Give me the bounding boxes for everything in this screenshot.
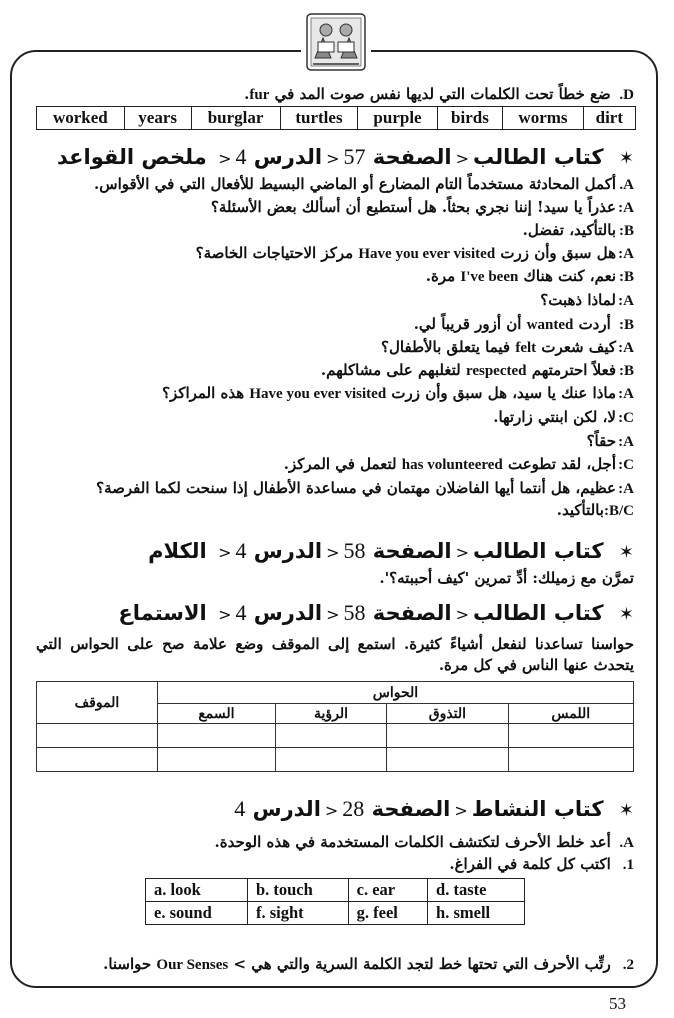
heading-listening: ✶ كتاب الطالب<الصفحة 58<الدرس 4< الاستماع: [118, 600, 634, 625]
star-icon: ✶: [618, 148, 634, 169]
answer-cell[interactable]: [37, 748, 158, 772]
topic: ملخص القواعد: [57, 145, 207, 169]
book-name: كتاب الطالب: [472, 601, 604, 625]
choice-cell: g. feel: [348, 902, 427, 925]
english-phrase: respected: [465, 363, 527, 379]
dialogue-line: [36, 314, 634, 335]
section-d-keyword: fur: [249, 87, 270, 103]
section-d-text: ضع خطاً تحت الكلمات التي لديها نفس صوت المد في: [274, 85, 611, 103]
dialogue-text: كيف شعرت: [536, 338, 616, 356]
dialogue-text: لا، لكن ابنتي زارتها.: [493, 408, 616, 426]
listening-paragraph: حواسنا تساعدنا لنفعل أشياءً كثيرة. استمع إلى الموقف وضع علامة صح على الحواس التي يتحدث عنها الناس في كل مرة.: [36, 635, 634, 674]
page-label: الصفحة: [372, 145, 452, 169]
page-label: الصفحة: [371, 797, 451, 821]
activity-1: [36, 854, 634, 875]
sense-header: الرؤية: [275, 704, 386, 724]
sense-header: التذوق: [387, 704, 508, 724]
english-phrase: Have you ever visited: [249, 386, 387, 402]
lesson-label: الدرس: [253, 601, 323, 625]
page-number: 53: [609, 994, 626, 1013]
word-table: [36, 106, 636, 130]
dialogue-text: عظيم، هل أنتما أيها الفاضلان مهتمان في مساعدة الأطفال إذا سنحت لكما الفرصة؟: [96, 479, 616, 497]
speaker-label: C:: [618, 410, 634, 426]
activity-1-text: اكتب كل كلمة في الفراغ.: [449, 855, 611, 873]
dialogue-text: أردت: [573, 315, 616, 333]
speaker-label: B:: [618, 269, 634, 285]
heading-speaking: ✶ كتاب الطالب<الصفحة 58<الدرس 4< الكلام: [148, 538, 634, 563]
dialogue-text: حقاً؟: [586, 432, 616, 450]
speaker-label: A.: [619, 177, 634, 193]
dialogue-text: أجل، لقد تطوعت: [502, 455, 616, 473]
dialogue-text: بالتأكيد، تفضل.: [522, 221, 616, 239]
dialogue-line: [36, 454, 634, 475]
dialogue-text: أكمل المحادثة مستخدماً التام المضارع أو الماضي البسيط للأفعال التي في الأقواس.: [94, 175, 616, 193]
speaker-label: A:: [618, 340, 634, 356]
dialogue-text: نعم، كنت هناك: [518, 267, 616, 285]
english-phrase: I've been: [460, 269, 519, 285]
choice-cell: e. sound: [146, 902, 248, 925]
lesson-label: الدرس: [253, 539, 323, 563]
speaker-label: B/C:: [603, 503, 634, 519]
dialogue-line: [36, 407, 634, 428]
lesson-label: الدرس: [252, 797, 321, 821]
dialogue-line: [36, 243, 634, 264]
reading-figures-logo: [301, 8, 371, 74]
answer-row: [37, 748, 634, 772]
answer-cell[interactable]: [275, 724, 386, 748]
dialogue-text: فعلاً احترمتهم: [526, 361, 616, 379]
answer-cell[interactable]: [508, 748, 633, 772]
book-name: كتاب الطالب: [472, 539, 604, 563]
senses-table: [36, 681, 634, 772]
dialogue-text: أن أزور قريباً لي.: [413, 315, 527, 333]
dialogue-text: ماذا عنك يا سيد، هل سبق وأن زرت: [386, 384, 616, 402]
activity-2-text: رتِّب الأحرف التي تحتها خط لتجد الكلمة السرية والتي هي >: [228, 955, 611, 973]
dialogue-line: [36, 197, 634, 218]
choice-cell: c. ear: [348, 879, 427, 902]
english-phrase: wanted: [526, 317, 574, 333]
english-phrase: Have you ever visited: [358, 246, 496, 262]
speaker-label: A:: [618, 246, 634, 262]
word-cell[interactable]: burglar: [191, 107, 280, 130]
activity-2-english: Our Senses: [156, 957, 229, 973]
dialogue-line: [36, 383, 634, 404]
choices-table: [145, 878, 525, 925]
book-name: كتاب النشاط: [471, 797, 604, 821]
speaker-label: A:: [618, 434, 634, 450]
lesson-label: الدرس: [253, 145, 323, 169]
topic: الكلام: [148, 539, 207, 563]
speaker-label: A:: [618, 200, 634, 216]
activity-1-label: 1.: [622, 857, 634, 873]
speaker-label: B:: [618, 223, 634, 239]
word-cell[interactable]: worms: [503, 107, 583, 130]
topic: الاستماع: [118, 601, 207, 625]
answer-row: [37, 724, 634, 748]
senses-header: الحواس: [158, 682, 634, 704]
answer-cell[interactable]: [275, 748, 386, 772]
sense-header: اللمس: [508, 704, 633, 724]
choices-body: [146, 879, 525, 925]
section-d-label: D.: [619, 87, 634, 103]
page-label: الصفحة: [372, 539, 452, 563]
answer-cell[interactable]: [508, 724, 633, 748]
page-number-ref: 57: [343, 144, 366, 169]
answer-cell[interactable]: [387, 748, 508, 772]
choice-cell: h. smell: [428, 902, 525, 925]
activity-2-tail: حواسنا.: [103, 955, 157, 973]
speaker-label: C:: [618, 457, 634, 473]
dialogue-text: لتغلبهم على مشاكلهم.: [320, 361, 466, 379]
dialogue-line: [36, 360, 634, 381]
english-phrase: felt: [515, 340, 537, 356]
page-label: الصفحة: [372, 601, 452, 625]
word-row: [37, 107, 636, 130]
choice-cell: f. sight: [247, 902, 348, 925]
english-phrase: has volunteered: [401, 457, 503, 473]
dialogue-line: [36, 478, 634, 499]
dialogue-text: هذه المراكز؟: [162, 384, 250, 402]
sense-header: السمع: [158, 704, 276, 724]
answer-cell[interactable]: [158, 748, 276, 772]
dialogue-text: مركز الاحتياجات الخاصة؟: [195, 244, 359, 262]
speaker-label: B:: [618, 317, 634, 333]
speaking-instruction: تمرَّن مع زميلك: أدِّ تمرين 'كيف أحببته؟'.: [379, 569, 634, 587]
word-cell[interactable]: dirt: [583, 107, 635, 130]
book-name: كتاب الطالب: [472, 145, 604, 169]
word-cell[interactable]: years: [124, 107, 191, 130]
situation-header: الموقف: [37, 682, 158, 724]
dialogue-line: [36, 500, 634, 521]
word-cell[interactable]: birds: [437, 107, 503, 130]
speaker-label: A:: [618, 481, 634, 497]
dialogue-line: [36, 220, 634, 241]
choice-cell: d. taste: [428, 879, 525, 902]
speaker-label: A:: [618, 293, 634, 309]
choice-cell: b. touch: [247, 879, 348, 902]
heading-activity: ✶ كتاب النشاط<الصفحة 28<الدرس 4: [234, 796, 634, 821]
lesson-number: 4: [235, 600, 247, 625]
dialogue-text: فيما يتعلق بالأطفال؟: [381, 338, 516, 356]
lesson-number: 4: [234, 796, 246, 821]
choices-row: [146, 902, 525, 925]
choice-cell: a. look: [146, 879, 248, 902]
word-cell[interactable]: worked: [37, 107, 125, 130]
dialogue-line: [36, 290, 634, 311]
word-cell[interactable]: purple: [358, 107, 437, 130]
star-icon: ✶: [618, 800, 634, 821]
answer-cell[interactable]: [158, 724, 276, 748]
activity-2: [36, 954, 634, 975]
word-cell[interactable]: turtles: [280, 107, 358, 130]
section-d-instruction: D. ضع خطاً تحت الكلمات التي لديها نفس صوت المد في fur.: [244, 85, 634, 103]
activity-2-label: 2.: [622, 957, 634, 973]
page-number-ref: 28: [342, 796, 365, 821]
activity-a-label: A.: [619, 835, 634, 851]
answer-cell[interactable]: [387, 724, 508, 748]
answer-cell[interactable]: [37, 724, 158, 748]
dialogue-line: [36, 174, 634, 195]
speaker-label: B:: [618, 363, 634, 379]
dialogue-line: [36, 337, 634, 358]
choices-row: [146, 879, 525, 902]
dialogue-text: مرة.: [425, 267, 461, 285]
dialogue-line: [36, 431, 634, 452]
dialogue-line: [36, 266, 634, 287]
heading-grammar-summary: ✶ كتاب الطالب<الصفحة 57<الدرس 4< ملخص القواعد: [57, 144, 634, 169]
page-number-ref: 58: [343, 600, 366, 625]
page-number-ref: 58: [343, 538, 366, 563]
lesson-number: 4: [235, 538, 247, 563]
lesson-number: 4: [235, 144, 247, 169]
speaker-label: A:: [618, 386, 634, 402]
dialogue-text: لماذا ذهبت؟: [540, 291, 616, 309]
dialogue-text: بالتأكيد.: [556, 501, 604, 519]
activity-a: [36, 832, 634, 853]
dialogue-text: لتعمل في المركز.: [283, 455, 402, 473]
activity-a-text: أعد خلط الأحرف لتكتشف الكلمات المستخدمة في هذه الوحدة.: [214, 833, 611, 851]
star-icon: ✶: [618, 604, 634, 625]
dialogue-text: عذراً يا سيد! إننا نجري بحثاً. هل أستطيع أن أسألك بعض الأسئلة؟: [210, 198, 616, 216]
star-icon: ✶: [618, 542, 634, 563]
dialogue-text: هل سبق وأن زرت: [495, 244, 616, 262]
